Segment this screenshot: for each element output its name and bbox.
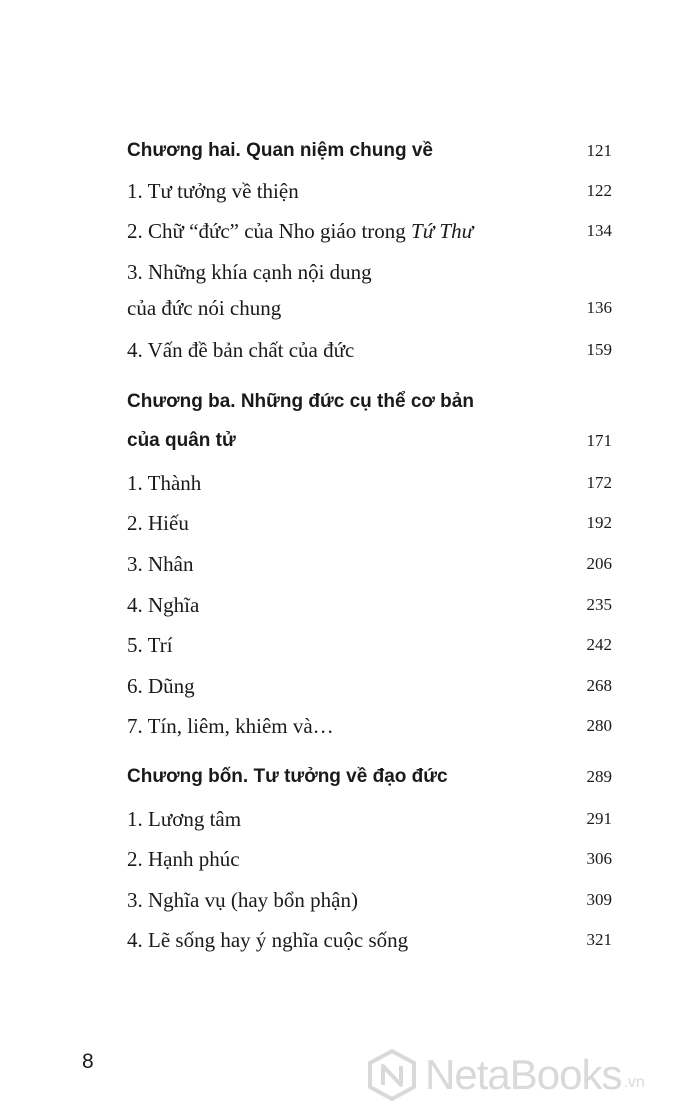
toc-entry[interactable] bbox=[127, 706, 612, 746]
entry-label: 1. Lương tâm bbox=[127, 806, 242, 831]
toc-entry[interactable] bbox=[127, 330, 612, 370]
entry-label: 3. Những khía cạnh nội dung bbox=[127, 259, 372, 284]
chapter-title: Chương bốn. Tư tưởng về đạo đức bbox=[127, 766, 448, 787]
entry-label: 5. Trí bbox=[127, 632, 173, 657]
page-ref: 242 bbox=[586, 635, 612, 654]
toc-entry[interactable] bbox=[127, 625, 612, 665]
entry-label: 7. Tín, liêm, khiêm và… bbox=[127, 713, 334, 738]
chapter-title: Chương hai. Quan niệm chung về bbox=[127, 140, 433, 161]
toc-entry[interactable] bbox=[127, 880, 612, 920]
watermark-brand: NetaBooks bbox=[425, 1051, 622, 1098]
entry-label: 2. Hạnh phúc bbox=[127, 846, 240, 871]
page-ref: 321 bbox=[586, 930, 612, 949]
entry-label: 4. Lẽ sống hay ý nghĩa cuộc sống bbox=[127, 927, 409, 952]
toc-chapter-3[interactable] bbox=[127, 421, 612, 461]
toc-entry[interactable] bbox=[127, 799, 612, 839]
page-ref: 136 bbox=[586, 298, 612, 317]
page-ref: 159 bbox=[586, 340, 612, 359]
page-ref: 268 bbox=[586, 676, 612, 695]
page-ref: 289 bbox=[586, 767, 612, 786]
toc-entry[interactable] bbox=[127, 544, 612, 584]
entry-label-text: 2. Chữ “đức” của Nho giáo trong bbox=[127, 218, 412, 243]
page-ref: 280 bbox=[586, 716, 612, 735]
toc-entry[interactable] bbox=[127, 171, 612, 211]
entry-label: 4. Vấn đề bản chất của đức bbox=[127, 337, 355, 362]
toc-chapter-2[interactable] bbox=[127, 131, 612, 171]
toc-entry[interactable] bbox=[127, 211, 612, 251]
toc-entry[interactable] bbox=[127, 839, 612, 879]
chapter-title: của quân tử bbox=[127, 430, 236, 451]
entry-label: 2. Hiếu bbox=[127, 510, 189, 535]
entry-label: 1. Tư tưởng về thiện bbox=[127, 178, 299, 203]
watermark bbox=[365, 1040, 695, 1110]
chapter-title: Chương ba. Những đức cụ thể cơ bản bbox=[127, 391, 474, 412]
toc-chapter-3-line[interactable] bbox=[127, 382, 612, 422]
entry-label: 1. Thành bbox=[127, 470, 202, 495]
toc-entry[interactable] bbox=[127, 463, 612, 503]
page-ref: 306 bbox=[586, 849, 612, 868]
watermark-suffix: .vn bbox=[623, 1074, 645, 1091]
toc-entry[interactable] bbox=[127, 585, 612, 625]
page-ref: 122 bbox=[586, 181, 612, 200]
entry-label: 3. Nghĩa vụ (hay bổn phận) bbox=[127, 887, 358, 912]
page-ref: 235 bbox=[586, 595, 612, 614]
toc-entry[interactable] bbox=[127, 920, 612, 960]
page-ref: 206 bbox=[586, 554, 612, 573]
toc-entry[interactable] bbox=[127, 666, 612, 706]
page-number: 8 bbox=[82, 1050, 94, 1073]
page-ref: 172 bbox=[586, 473, 612, 492]
page-ref: 309 bbox=[586, 890, 612, 909]
entry-label: 4. Nghĩa bbox=[127, 592, 200, 617]
page-ref: 121 bbox=[586, 141, 612, 160]
entry-label: 3. Nhân bbox=[127, 551, 194, 576]
page-ref: 192 bbox=[586, 513, 612, 532]
netabooks-logo-icon bbox=[365, 1048, 419, 1102]
entry-label: 6. Dũng bbox=[127, 673, 195, 698]
toc-entry[interactable] bbox=[127, 288, 612, 328]
toc-entry[interactable] bbox=[127, 503, 612, 543]
page-ref: 291 bbox=[586, 809, 612, 828]
entry-label-italic: Tứ Thư bbox=[411, 218, 474, 243]
entry-label: của đức nói chung bbox=[127, 295, 282, 320]
page-ref: 134 bbox=[586, 221, 612, 240]
toc-chapter-4[interactable] bbox=[127, 757, 612, 797]
toc-entry-line[interactable] bbox=[127, 252, 612, 292]
entry-label bbox=[127, 219, 552, 244]
page-ref: 171 bbox=[586, 431, 612, 450]
